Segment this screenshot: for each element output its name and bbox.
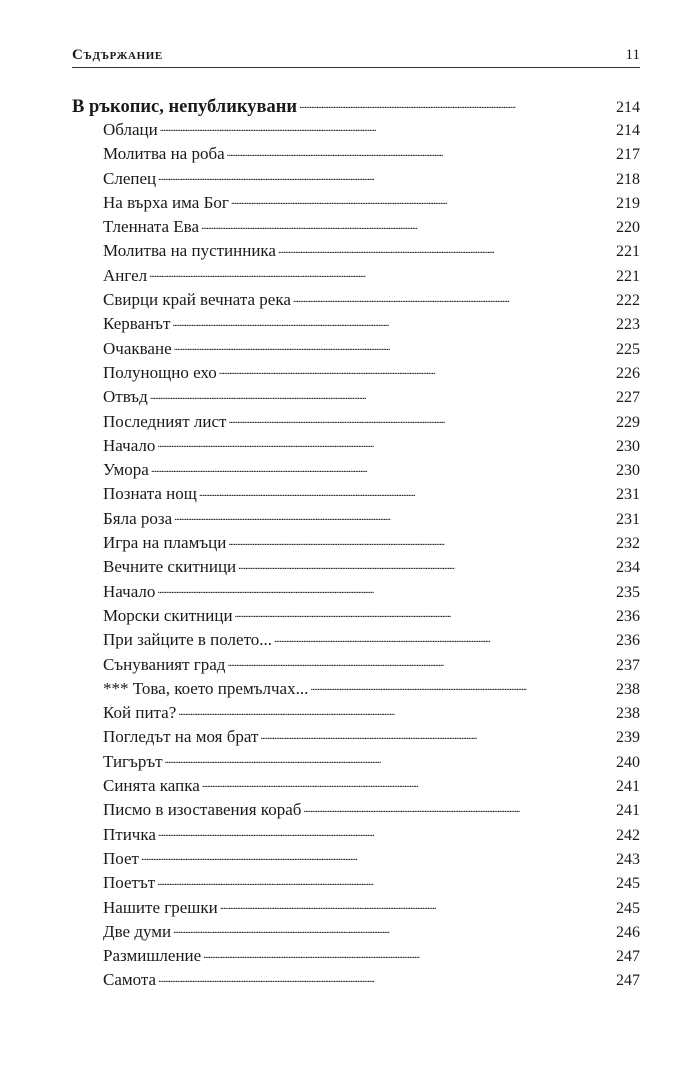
toc-entry-title: Поетът [103,873,156,893]
dot-leader [310,677,614,694]
toc-entry-page: 221 [616,243,640,261]
dot-leader [203,944,614,961]
toc-entry [72,167,640,191]
dot-leader [235,604,614,621]
dot-leader [201,215,614,232]
toc-entry-page: 230 [616,437,640,455]
toc-entry [72,191,640,215]
toc-entry-title: Молитва на пустинника [103,241,276,261]
dot-leader [231,191,614,208]
dot-leader [165,750,614,767]
toc-entry-title: Умора [103,460,149,480]
toc-entry [72,555,640,579]
toc-entry-title: Позната нощ [103,484,197,504]
toc-entry [72,312,640,336]
dot-leader [278,239,614,256]
toc-entry-title: Начало [103,435,156,455]
toc-entry-page: 240 [616,753,640,771]
toc-entry [72,361,640,385]
toc-entry [72,701,640,725]
dot-leader [293,288,614,305]
toc-entry-page: 241 [616,778,640,796]
toc-entry [72,628,640,652]
toc-entry-title: Писмо в изоставения кораб [103,800,302,820]
toc-entry-title: Птичка [103,824,156,844]
toc-section-page: 214 [616,98,640,116]
toc-entry-page: 230 [616,462,640,480]
dot-leader [228,410,614,427]
toc-entry-title: Керванът [103,314,171,334]
dot-leader [174,507,614,524]
toc-entry-title: Две думи [103,921,172,941]
toc-entry-page: 237 [616,656,640,674]
dot-leader [228,531,614,548]
dot-leader [220,896,614,913]
toc-entry-page: 222 [616,292,640,310]
toc-entry-title: Погледът на моя брат [103,727,259,747]
table-of-contents [72,93,640,993]
toc-entry-page: 236 [616,607,640,625]
toc-section-heading [72,93,640,118]
toc-entry-page: 214 [616,122,640,139]
toc-entry [72,823,640,847]
dot-leader [178,701,614,718]
toc-entry-page: 246 [616,923,640,941]
dot-leader [274,628,614,645]
toc-entry-title: Слепец [103,168,157,188]
toc-entry-title: Сънуваният град [103,654,226,674]
toc-entry-title: Самота [103,970,157,990]
dot-leader [160,118,614,135]
toc-entry-page: 231 [616,486,640,504]
toc-entry-page: 238 [616,680,640,698]
toc-entry [72,337,640,361]
toc-entry-title: Тигърът [103,751,163,771]
dot-leader [141,847,614,864]
toc-entry-page: 236 [616,632,640,650]
toc-entry-title: Игра на пламъци [103,533,227,553]
toc-entry [72,798,640,822]
toc-entry-page: 220 [616,219,640,237]
toc-entry-page: 227 [616,389,640,407]
toc-entry [72,580,640,604]
dot-leader [158,823,614,840]
toc-entry [72,531,640,555]
dot-leader [227,142,614,159]
toc-entry [72,458,640,482]
dot-leader [151,458,614,475]
toc-entry-page: 235 [616,583,640,601]
toc-entry [72,482,640,506]
toc-entry-page: 234 [616,559,640,577]
toc-entry-title: Морски скитници [103,605,233,625]
toc-entry [72,239,640,263]
dot-leader [219,361,614,378]
toc-entry-page: 238 [616,705,640,723]
toc-entry-page: 247 [616,972,640,990]
dot-leader [303,798,614,815]
toc-entry-page: 247 [616,948,640,966]
toc-entry-title: Облаци [103,120,158,139]
toc-entry-title: Молитва на роба [103,144,225,164]
dot-leader [202,774,614,791]
toc-entry-title: Поет [103,848,139,868]
toc-entry-title: Последният лист [103,411,227,431]
dot-leader [157,580,614,597]
toc-entry-page: 229 [616,413,640,431]
toc-entry [72,847,640,871]
toc-entry-page: 245 [616,899,640,917]
toc-entry-page: 221 [616,267,640,285]
toc-entry-page: 231 [616,510,640,528]
toc-entry [72,118,640,142]
running-head [72,40,640,64]
dot-leader [157,434,614,451]
dot-leader [199,482,614,499]
dot-leader [150,385,614,402]
toc-entry-title: Синята капка [103,776,200,796]
toc-entry [72,385,640,409]
toc-entry-title: Вечните скитници [103,557,237,577]
toc-entry [72,896,640,920]
toc-entry-page: 225 [616,340,640,358]
toc-entry-page: 243 [616,850,640,868]
dot-leader [173,920,614,937]
toc-entry-page: 242 [616,826,640,844]
dot-leader [238,555,614,572]
dot-leader [149,264,614,281]
dot-leader [157,871,614,888]
toc-entry-title: При зайците в полето... [103,630,273,650]
toc-entry [72,434,640,458]
toc-entry-page: 241 [616,802,640,820]
toc-entry-title: Тленната Ева [103,217,200,237]
toc-entry [72,288,640,312]
toc-entry [72,871,640,895]
toc-entry-page: 226 [616,364,640,382]
page-number: 11 [625,47,640,63]
toc-entry-title: Размишление [103,946,202,966]
toc-entry-title: *** Това, което премълчах... [103,678,309,698]
toc-entry [72,604,640,628]
toc-entry-page: 239 [616,729,640,747]
toc-entry-title: На върха има Бог [103,192,229,212]
toc-entry-page: 223 [616,316,640,334]
dot-leader [158,167,614,184]
toc-entry [72,264,640,288]
toc-entry-page: 245 [616,875,640,893]
toc-entry [72,677,640,701]
toc-entry-title: Очакване [103,338,172,358]
toc-entry [72,920,640,944]
toc-section-label: В ръкопис, непубликувани [72,96,298,117]
toc-entry-title: Нашите грешки [103,897,218,917]
dot-leader [174,337,614,354]
toc-entry [72,410,640,434]
toc-entry-page: 218 [616,170,640,188]
dot-leader [260,725,614,742]
header-rule [72,67,640,68]
toc-entry-page: 217 [616,146,640,164]
toc-entry-page: 232 [616,535,640,553]
toc-entry-title: Полунощно ехо [103,362,217,382]
toc-entry [72,653,640,677]
toc-entry [72,725,640,749]
toc-entry-title: Отвъд [103,387,148,407]
toc-entry [72,142,640,166]
dot-leader [172,312,614,329]
toc-entry-title: Свирци край вечната река [103,290,291,310]
dot-leader [158,968,614,985]
dot-leader [299,93,614,112]
running-head-title: Съдържание [72,47,163,63]
toc-entry-title: Бяла роза [103,508,173,528]
dot-leader [227,653,614,670]
toc-entry [72,774,640,798]
toc-entry [72,968,640,992]
toc-entry [72,944,640,968]
toc-entry-title: Кой пита? [103,703,177,723]
toc-entry-title: Начало [103,581,156,601]
toc-entry-page: 219 [616,194,640,212]
toc-entry [72,507,640,531]
toc-entry-title: Ангел [103,265,148,285]
toc-entry [72,750,640,774]
toc-entry [72,215,640,239]
